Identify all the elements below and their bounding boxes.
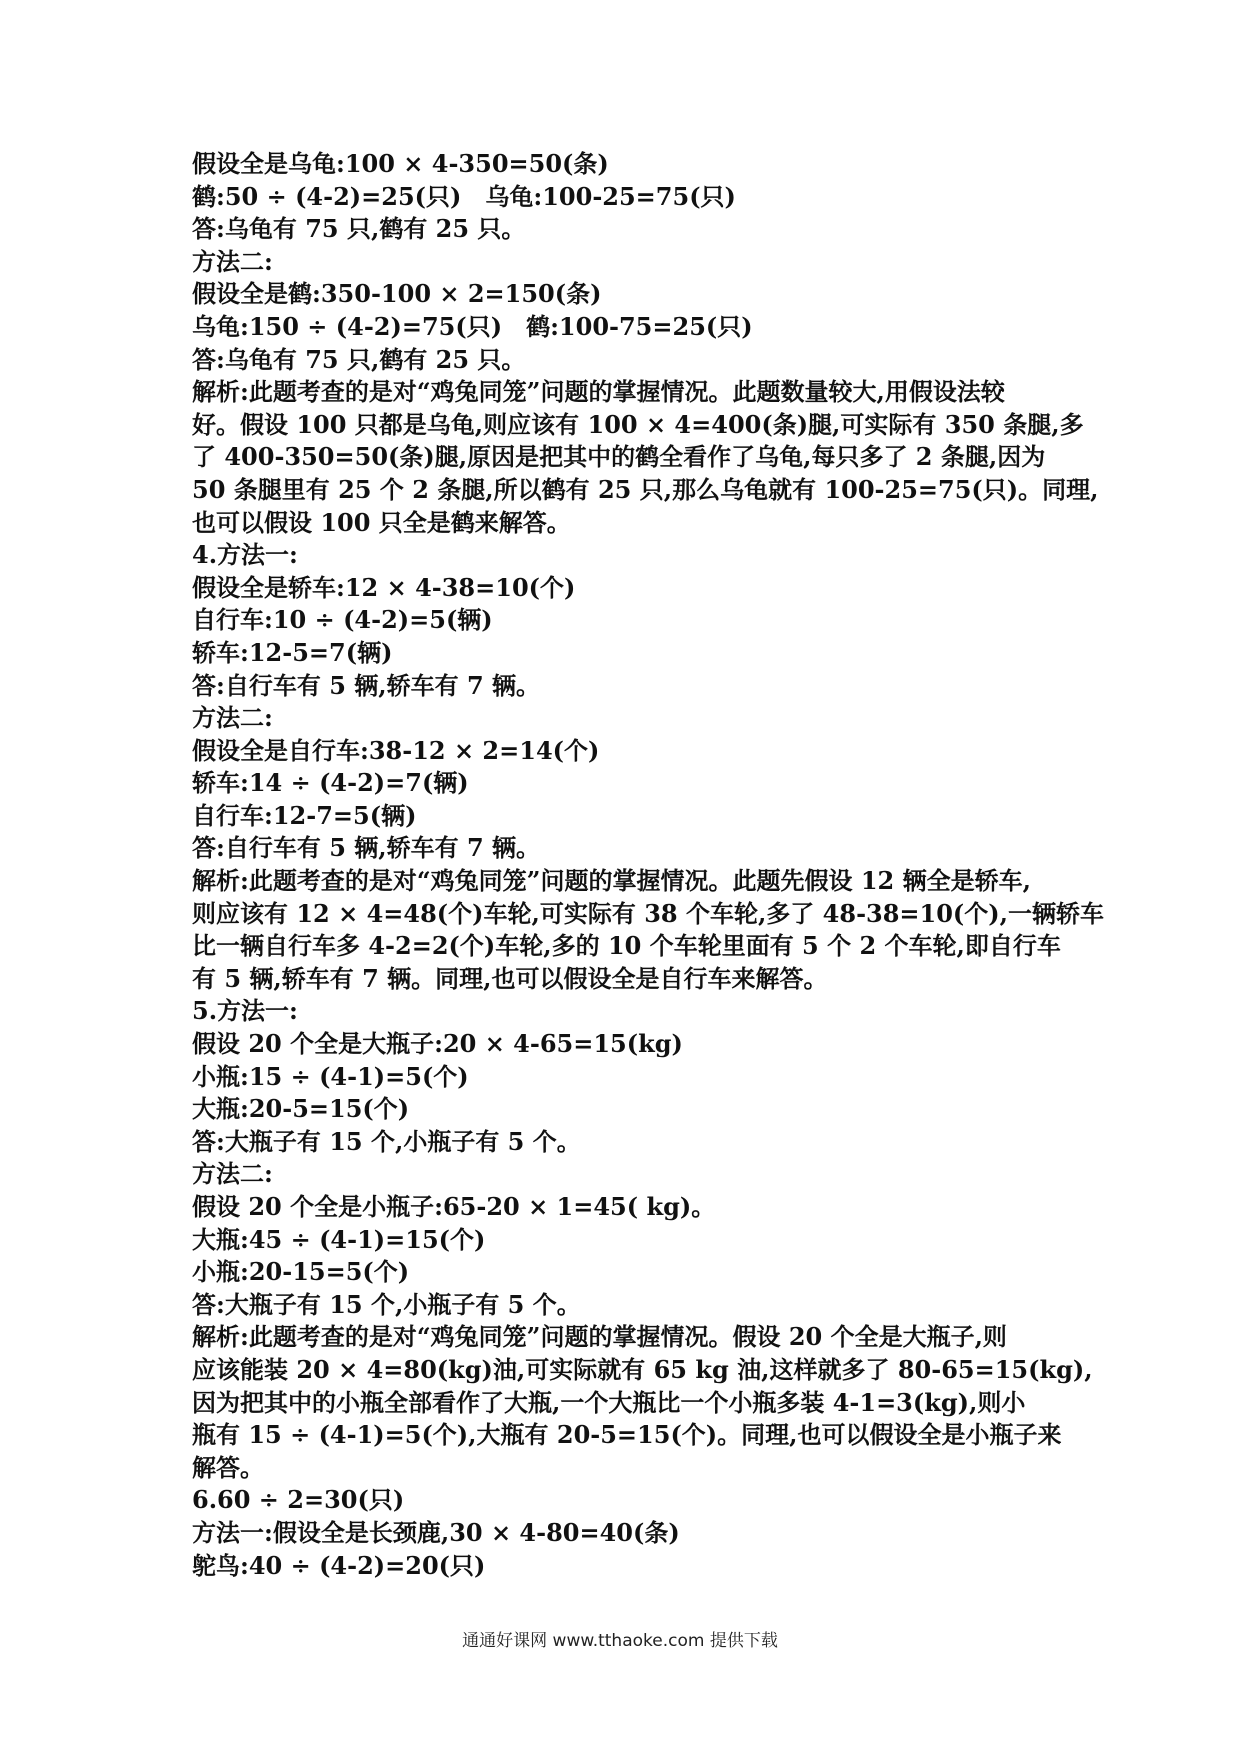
text-line: 6.60 ÷ 2=30(只): [192, 1485, 405, 1515]
text-line: 了 400-350=50(条)腿,原因是把其中的鹤全看作了乌龟,每只多了 2 条腿,因为: [192, 442, 1046, 472]
text-line: 自行车:12-7=5(辆): [192, 800, 417, 830]
text-line: 答:大瓶子有 15 个,小瓶子有 5 个。: [192, 1289, 581, 1319]
text-line: 也可以假设 100 只全是鹤来解答。: [192, 507, 571, 537]
text-line: 方法二:: [192, 703, 273, 733]
text-line: 轿车:12-5=7(辆): [192, 637, 393, 667]
text-line: 50 条腿里有 25 个 2 条腿,所以鹤有 25 只,那么乌龟就有 100-25=75(只)。同理,: [192, 474, 1099, 504]
text-line: 有 5 辆,轿车有 7 辆。同理,也可以假设全是自行车来解答。: [192, 963, 828, 993]
page-footer: 通通好课网 www.tthaoke.com 提供下载: [462, 1631, 778, 1651]
text-line: 假设 20 个全是小瓶子:65-20 × 1=45( kg)。: [192, 1192, 716, 1221]
text-line: 假设全是鹤:350-100 × 2=150(条): [192, 279, 602, 309]
text-line: 自行车:10 ÷ (4-2)=5(辆): [192, 605, 493, 635]
text-line: 大瓶:45 ÷ (4-1)=15(个): [192, 1224, 486, 1254]
text-line: 方法二:: [192, 1159, 273, 1189]
text-line: 方法一:假设全是长颈鹿,30 × 4-80=40(条): [192, 1517, 680, 1547]
text-line: 小瓶:15 ÷ (4-1)=5(个): [192, 1061, 469, 1091]
text-line: 大瓶:20-5=15(个): [192, 1094, 410, 1124]
text-line: 假设全是乌龟:100 × 4-350=50(条): [192, 149, 609, 178]
text-line: 方法二:: [192, 246, 273, 276]
text-line: 假设 20 个全是大瓶子:20 × 4-65=15(kg): [192, 1029, 683, 1059]
text-line: 假设全是轿车:12 × 4-38=10(个): [192, 572, 576, 602]
text-line: 假设全是自行车:38-12 × 2=14(个): [192, 735, 600, 765]
document-body: [192, 148, 1104, 1582]
text-line: 比一辆自行车多 4-2=2(个)车轮,多的 10 个车轮里面有 5 个 2 个车轮,即自行车: [192, 931, 1061, 961]
text-line: 轿车:14 ÷ (4-2)=7(辆): [192, 768, 469, 798]
text-line: 解析:此题考查的是对“鸡兔同笼”问题的掌握情况。假设 20 个全是大瓶子,则: [192, 1322, 1007, 1352]
text-line: 则应该有 12 × 4=48(个)车轮,可实际有 38 个车轮,多了 48-38=10(个),一辆轿车: [192, 898, 1104, 928]
text-line: 答:乌龟有 75 只,鹤有 25 只。: [192, 214, 526, 244]
text-line: 鹤:50 ÷ (4-2)=25(只) 乌龟:100-25=75(只): [192, 181, 736, 211]
text-line: 解答。: [192, 1452, 264, 1482]
text-line: 4.方法一:: [192, 540, 298, 570]
text-line: 答:自行车有 5 辆,轿车有 7 辆。: [192, 833, 541, 863]
text-line: 因为把其中的小瓶全部看作了大瓶,一个大瓶比一个小瓶多装 4-1=3(kg),则小: [192, 1387, 1026, 1417]
text-line: 好。假设 100 只都是乌龟,则应该有 100 × 4=400(条)腿,可实际有 350 条腿,多: [192, 409, 1084, 439]
text-line: 鸵鸟:40 ÷ (4-2)=20(只): [192, 1550, 486, 1580]
text-line: 5.方法一:: [192, 996, 298, 1026]
text-line: 解析:此题考查的是对“鸡兔同笼”问题的掌握情况。此题数量较大,用假设法较: [192, 377, 1005, 407]
text-line: 小瓶:20-15=5(个): [192, 1257, 410, 1287]
text-line: 应该能装 20 × 4=80(kg)油,可实际就有 65 kg 油,这样就多了 80-65=15(kg),: [192, 1354, 1093, 1384]
text-line: 瓶有 15 ÷ (4-1)=5(个),大瓶有 20-5=15(个)。同理,也可以假设全是小瓶子来: [192, 1420, 1062, 1450]
text-line: 答:大瓶子有 15 个,小瓶子有 5 个。: [192, 1126, 581, 1156]
text-line: 解析:此题考查的是对“鸡兔同笼”问题的掌握情况。此题先假设 12 辆全是轿车,: [192, 866, 1031, 896]
text-line: 答:自行车有 5 辆,轿车有 7 辆。: [192, 670, 541, 700]
text-line: 乌龟:150 ÷ (4-2)=75(只) 鹤:100-75=25(只): [192, 311, 753, 341]
text-line: 答:乌龟有 75 只,鹤有 25 只。: [192, 344, 526, 374]
